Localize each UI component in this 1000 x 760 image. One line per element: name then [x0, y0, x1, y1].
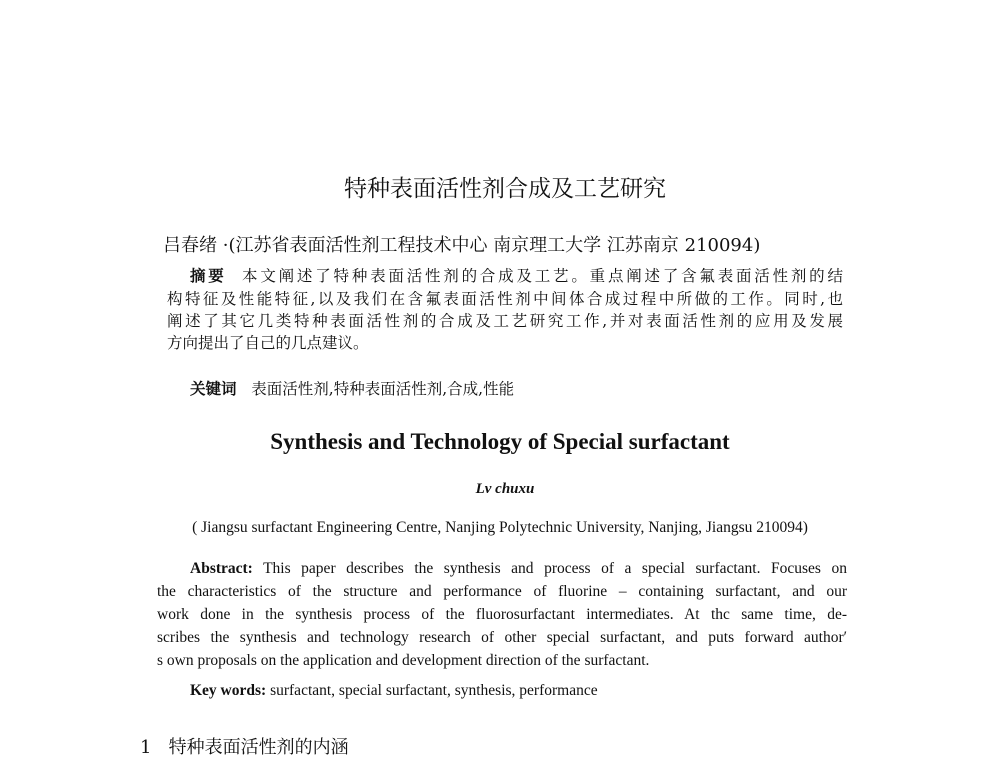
english-abstract-line-5: s own proposals on the application and development direction of the surfactant. — [157, 652, 650, 669]
english-abstract-line-3: work done in the synthesis process of the fluorosurfactant intermediates. At thc same time, de- — [157, 606, 847, 623]
chinese-author-affiliation: 吕春绪 ·(江苏省表面活性剂工程技术中心 南京理工大学 江苏南京 210094) — [163, 235, 761, 256]
english-keywords-text: surfactant, special surfactant, synthesis, performance — [270, 682, 598, 699]
chinese-keywords-label: 关键词 — [190, 379, 237, 398]
chinese-abstract-line-1 — [190, 264, 843, 286]
chinese-title: 特种表面活性剂合成及工艺研究 — [344, 176, 666, 202]
english-keywords — [190, 682, 880, 700]
english-abstract-line-4: scribes the synthesis and technology research of other special surfactant, and puts forward author′ — [157, 629, 847, 646]
chinese-abstract-line-3: 阐述了其它几类特种表面活性剂的合成及工艺研究工作,并对表面活性剂的应用及发展 — [167, 312, 843, 330]
chinese-abstract-line-4: 方向提出了自己的几点建议。 — [167, 334, 369, 352]
english-abstract-line-2: the characteristics of the structure and performance of fluorine – containing surfactant, and our — [157, 583, 847, 600]
chinese-keywords — [190, 377, 866, 399]
chinese-abstract-line-2: 构特征及性能特征,以及我们在含氟表面活性剂中间体合成过程中所做的工作。同时,也 — [167, 290, 843, 308]
section-title: 特种表面活性剂的内涵 — [168, 737, 349, 758]
section-heading — [140, 733, 349, 759]
chinese-keywords-text: 表面活性剂,特种表面活性剂,合成,性能 — [251, 380, 515, 398]
english-abstract-line-1 — [190, 560, 847, 578]
chinese-abstract-label: 摘要 — [190, 266, 227, 285]
english-title: Synthesis and Technology of Special surfactant — [270, 429, 730, 454]
english-author: Lv chuxu — [475, 481, 535, 497]
english-abstract-text: This paper describes the synthesis and process of a special surfactant. Focuses on — [263, 560, 847, 577]
english-affiliation: ( Jiangsu surfactant Engineering Centre, Nanjing Polytechnic University, Nanjing, Jiangsu 210094) — [192, 519, 808, 536]
english-keywords-label: Key words: — [190, 682, 267, 699]
section-number: 1 — [140, 737, 152, 758]
chinese-abstract-text: 本文阐述了特种表面活性剂的合成及工艺。重点阐述了含氟表面活性剂的结 — [242, 267, 843, 285]
english-abstract-label: Abstract: — [190, 560, 253, 577]
